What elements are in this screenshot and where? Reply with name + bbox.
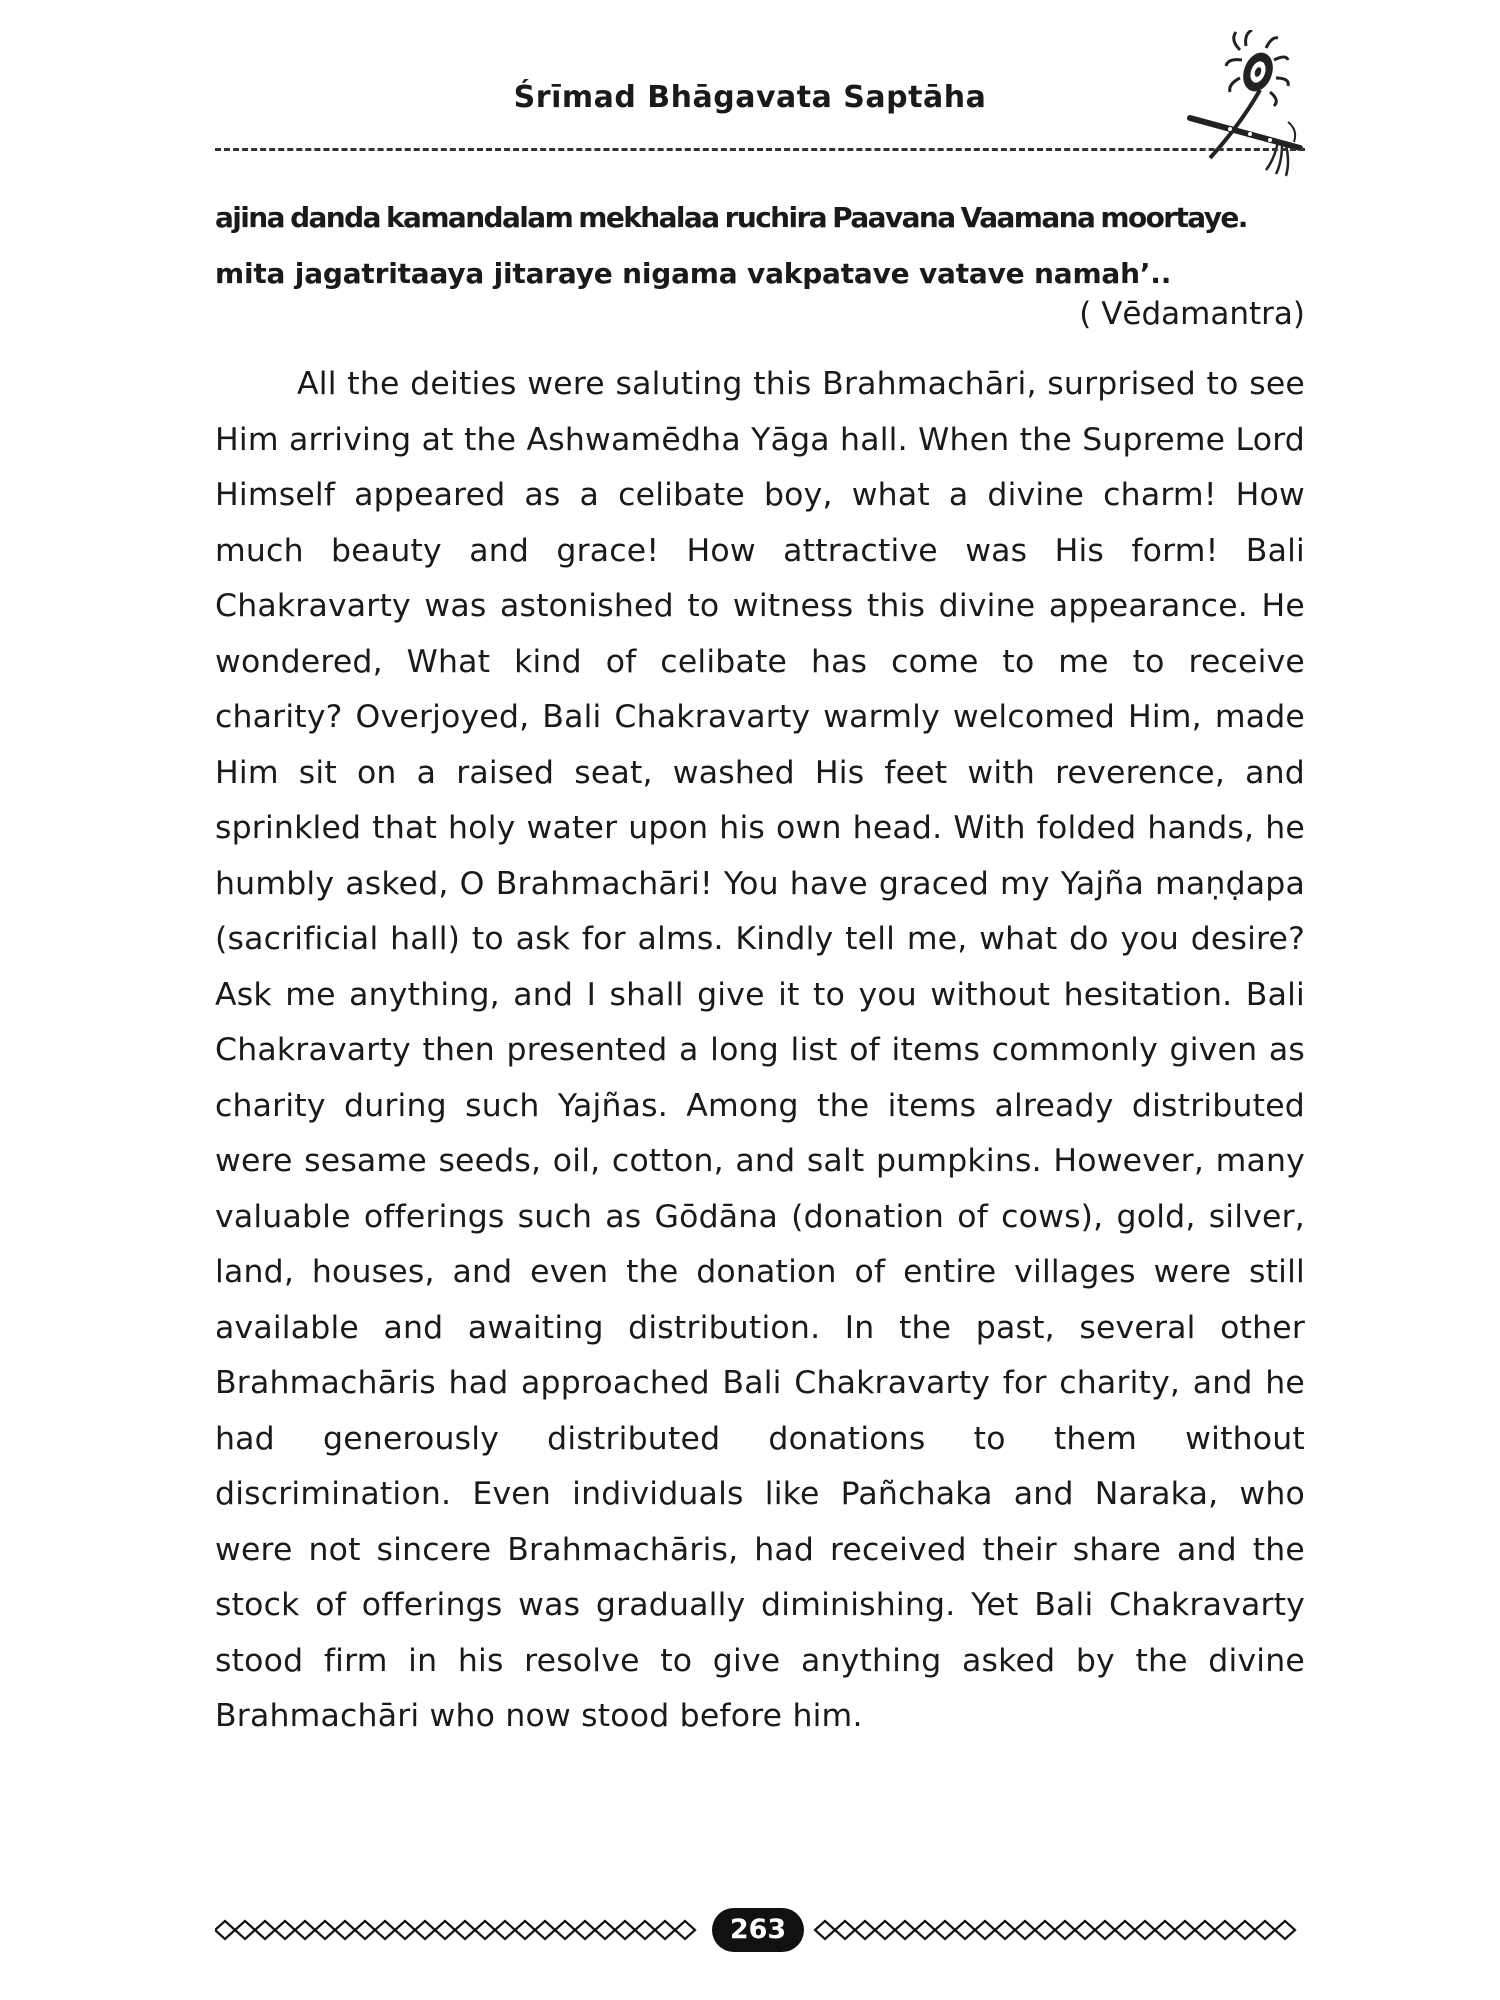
ornament-diamond — [1135, 1921, 1155, 1939]
ornament-diamond — [275, 1921, 295, 1939]
ornament-diamond — [835, 1921, 855, 1939]
ornament-diamond — [595, 1921, 615, 1939]
running-title: Śrīmad Bhāgavata Saptāha — [513, 80, 987, 115]
ornament-diamond — [815, 1921, 835, 1939]
ornament-diamond — [495, 1921, 515, 1939]
ornament-diamond — [515, 1921, 535, 1939]
ornament-diamond — [1075, 1921, 1095, 1939]
ornament-diamond — [915, 1921, 935, 1939]
ornament-diamond — [475, 1921, 495, 1939]
ornament-diamond — [575, 1921, 595, 1939]
ornament-diamond — [1035, 1921, 1055, 1939]
ornament-diamond — [1215, 1921, 1235, 1939]
ornament-diamond — [1095, 1921, 1115, 1939]
ornament-diamond — [1255, 1921, 1275, 1939]
ornament-diamond — [875, 1921, 895, 1939]
ornament-diamond — [235, 1921, 255, 1939]
ornament-diamond — [455, 1921, 475, 1939]
ornament-diamond — [675, 1921, 695, 1939]
peacock-feather-icon — [1170, 30, 1310, 180]
ornament-diamond — [1175, 1921, 1195, 1939]
header-divider — [215, 148, 1305, 151]
ornament-diamond — [895, 1921, 915, 1939]
ornament-diamond — [255, 1921, 275, 1939]
ornament-diamond — [215, 1921, 235, 1939]
verse-line-2: mita jagatritaaya jitaraye nigama vakpatave vatave namah’.. — [215, 257, 1172, 290]
ornament-diamond — [535, 1921, 555, 1939]
ornament-diamond — [415, 1921, 435, 1939]
ornament-diamond — [335, 1921, 355, 1939]
ornament-diamond — [555, 1921, 575, 1939]
ornament-diamond — [615, 1921, 635, 1939]
ornament-diamond — [1155, 1921, 1175, 1939]
ornament-diamond — [1235, 1921, 1255, 1939]
body-paragraph: All the deities were saluting this Brahmachāri, surprised to see Him arriving at the Ashwamēdha Yāga hall. When the Supreme Lord Himself appeared as a celibate boy, what a divine charm! How much beauty and grace! How attractive was His form! Bali Chakravarty was astonished to witness this divine appearance. He wondered, What kind of celibate has come to me to receive charity? Overjoyed, Bali Chakravarty warmly welcomed Him, made Him sit on a raised seat, washed His feet with reverence, and sprinkled that holy water upon his own head. With folded hands, he humbly asked, O Brahmachāri! You have graced my Yajña maṇḍapa (sacrificial hall) to ask for alms. Kindly tell me, what do you desire? Ask me anything, and I shall give it to you without hesitation. Bali Chakravarty then presented a long list of items commonly given as charity during such Yajñas. Among the items already distributed were sesame seeds, oil, cotton, and salt pumpkins. However, many valuable offerings such as Gōdāna (donation of cows), gold, silver, land, houses, and even the donation of entire villages were still available and awaiting distribution. In the past, several other Brahmachāris had approached Bali Chakravarty for charity, and he had generously distributed donations to them without discrimination. Even individuals like Pañchaka and Naraka, who were not sincere Brahmachāris, had received their share and the stock of offerings was gradually diminishing. Yet Bali Chakravarty stood firm in his resolve to give anything asked by the divine Brahmachāri who now stood before him. — [215, 366, 1305, 1734]
ornament-diamond — [355, 1921, 375, 1939]
ornament-diamond — [1275, 1921, 1295, 1939]
ornament-diamond — [855, 1921, 875, 1939]
ornament-diamond — [435, 1921, 455, 1939]
ornament-diamond — [1195, 1921, 1215, 1939]
verse-source: ( Vēdamantra) — [1079, 296, 1305, 332]
ornament-diamond — [1115, 1921, 1135, 1939]
verse-block — [215, 190, 1305, 302]
ornament-diamond — [655, 1921, 675, 1939]
ornament-diamond — [975, 1921, 995, 1939]
ornament-diamond — [935, 1921, 955, 1939]
ornament-diamond — [395, 1921, 415, 1939]
ornament-diamond — [635, 1921, 655, 1939]
ornament-diamond — [955, 1921, 975, 1939]
ornament-diamond — [1055, 1921, 1075, 1939]
verse-line-1: ajina danda kamandalam mekhalaa ruchira Paavana Vaamana moortaye. — [215, 201, 1247, 234]
ornament-diamond — [315, 1921, 335, 1939]
ornament-diamond — [1015, 1921, 1035, 1939]
page-number: 263 — [712, 1908, 804, 1952]
ornament-diamond — [295, 1921, 315, 1939]
ornament-diamond — [375, 1921, 395, 1939]
ornament-diamond — [995, 1921, 1015, 1939]
